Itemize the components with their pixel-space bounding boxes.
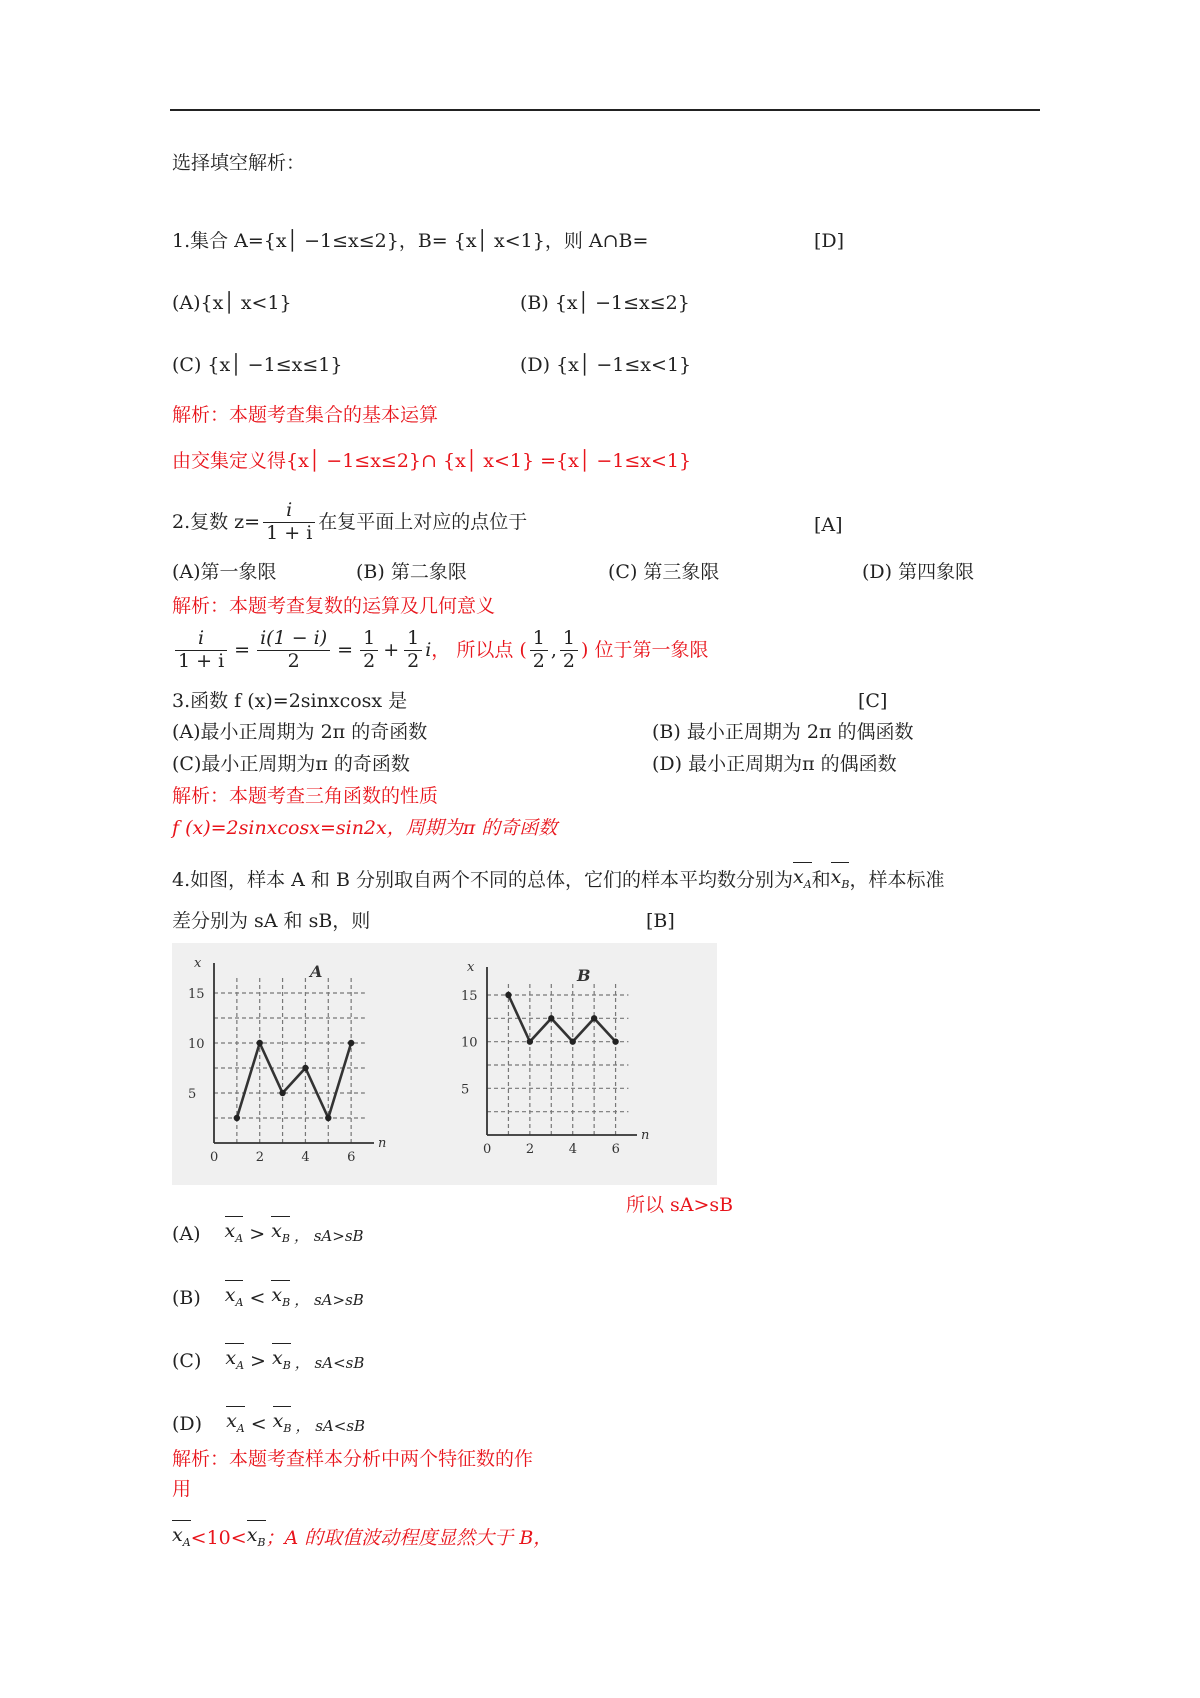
chart-a-data-point	[348, 1040, 354, 1046]
q4-option-xbar-b-x: x	[272, 1410, 284, 1432]
chart-a-series-line	[237, 1043, 351, 1118]
q2-calc-frac-3-den: 2	[360, 650, 378, 673]
chart-b-x-label: n	[641, 1128, 650, 1143]
q2-calc-frac-1-num: i	[198, 627, 205, 649]
chart-a-x-tick-label: 0	[210, 1150, 219, 1165]
chart-a-y-tick-label: 5	[188, 1087, 197, 1102]
q2-option-d: (D) 第四象限	[862, 561, 975, 583]
q4-answer: [B]	[646, 910, 675, 932]
chart-a-x-tick-label: 4	[301, 1150, 310, 1165]
q1-option-b: (B) {x│ −1≤x≤2}	[520, 292, 690, 314]
q4-analysis-conclusion: ；A 的取值波动程度显然大于 B，	[265, 1526, 553, 1549]
chart-b-data-point	[505, 992, 511, 998]
q4-option-xbar-b-sub: B	[281, 1231, 290, 1245]
q4-option-label: (A)	[172, 1222, 201, 1245]
q4-stem-text-c: ，样本标准	[849, 868, 945, 891]
q4-option-row	[172, 1343, 364, 1371]
q2-calc-plus: +	[383, 638, 400, 661]
q4-analysis-heading-cont: 用	[172, 1478, 192, 1500]
chart-a-data-point	[325, 1115, 331, 1121]
q2-frac-denominator: 1 + i	[263, 522, 315, 545]
q4-option-relation-mean: >	[250, 1349, 266, 1372]
chart-a-x-tick-label: 2	[255, 1150, 264, 1165]
q2-calc-frac-2	[257, 628, 330, 673]
q2-stem-prefix: 2.复数 z=	[172, 510, 261, 533]
q4-side-note: 所以 sA>sB	[626, 1194, 734, 1216]
q4-option-label: (B)	[172, 1286, 201, 1309]
chart-a-y-tick-label: 15	[188, 987, 205, 1002]
q4-option-xbar-b	[273, 1406, 292, 1434]
q2-analysis-heading: 解析：本题考查复数的运算及几何意义	[172, 595, 496, 617]
q4-stem-line-1	[172, 862, 945, 890]
q4-option-xbar-b-sub: B	[283, 1421, 292, 1435]
q4-analysis-xbar-b-sub: B	[257, 1535, 266, 1549]
q4-option-relation-sd: ， sA<sB	[294, 1353, 365, 1372]
q2-option-a: (A)第一象限	[172, 561, 277, 583]
q2-calc-frac-1-den: 1 + i	[175, 650, 227, 673]
q2-point-frac-1-num: 1	[532, 627, 545, 649]
q4-option-xbar-a	[225, 1280, 244, 1308]
q4-option-xbar-b	[271, 1216, 290, 1244]
q4-option-xbar-a-sub: A	[236, 1421, 245, 1435]
q1-stem: 1.集合 A={x│ −1≤x≤2}，B= {x│ x<1}，则 A∩B=	[172, 230, 649, 252]
q4-option-relation-sd: ， sA<sB	[295, 1416, 366, 1435]
q2-option-c: (C) 第三象限	[608, 561, 720, 583]
q2-calc-eq-1: =	[234, 638, 251, 661]
q4-option-xbar-a-x: x	[224, 1220, 236, 1242]
chart-a-data-point	[234, 1115, 240, 1121]
q4-option-xbar-a	[225, 1343, 244, 1371]
q4-xbar-b-x: x	[830, 866, 842, 888]
q2-calc-frac-3	[360, 628, 378, 673]
q2-point-frac-1-den: 2	[530, 650, 548, 673]
q4-analysis-xbar-a	[172, 1520, 191, 1548]
q4-option-label: (C)	[172, 1349, 202, 1372]
q4-charts-figure	[172, 943, 717, 1185]
q4-stem-text-b: 和	[811, 868, 831, 891]
chart-a-data-point	[279, 1090, 285, 1096]
q4-xbar-b	[831, 862, 850, 890]
q3-option-c: (C)最小正周期为π 的奇函数	[172, 753, 410, 775]
q4-option-xbar-a-x: x	[226, 1410, 237, 1432]
q2-calc-eq-2: =	[337, 638, 354, 661]
q4-option-xbar-b-x: x	[271, 1284, 283, 1306]
q4-option-xbar-a-x: x	[225, 1347, 237, 1369]
chart-a	[188, 956, 386, 1165]
chart-b-y-tick-label: 10	[461, 1035, 478, 1051]
chart-b-x-tick-label: 4	[568, 1142, 577, 1157]
q4-analysis-text	[172, 1520, 552, 1548]
page-title: 选择填空解析：	[172, 152, 306, 174]
q4-option-xbar-b-x: x	[271, 1347, 283, 1369]
q2-point-comma: ,	[550, 638, 557, 661]
chart-a-x-tick-label: 6	[347, 1150, 356, 1165]
chart-b-data-point	[591, 1015, 597, 1021]
q3-option-b: (B) 最小正周期为 2π 的偶函数	[652, 721, 914, 743]
q2-calc-frac-4-den: 2	[404, 650, 422, 673]
q2-stem	[172, 500, 527, 545]
q4-option-row	[172, 1280, 364, 1308]
q4-option-xbar-a-sub: A	[235, 1295, 244, 1309]
q2-point-frac-1	[530, 628, 548, 673]
chart-a-x-label: n	[378, 1136, 387, 1151]
chart-b-y-label: x	[467, 960, 475, 975]
q4-analysis-xbar-b-x: x	[246, 1524, 258, 1546]
q4-analysis-xbar-a-sub: A	[182, 1535, 191, 1549]
chart-b-data-point	[570, 1038, 576, 1044]
q2-stem-suffix: 在复平面上对应的点位于	[318, 510, 528, 533]
chart-b-x-tick-label: 6	[611, 1142, 620, 1157]
q4-xbar-b-sub: B	[841, 877, 850, 891]
q2-calc-i: i	[425, 638, 432, 661]
q1-option-c: (C) {x│ −1≤x≤1}	[172, 354, 343, 376]
q4-option-label: (D)	[172, 1412, 203, 1435]
q4-option-relation-mean: <	[249, 1286, 266, 1309]
chart-b-y-tick-label: 15	[461, 989, 478, 1004]
q2-fraction	[263, 500, 315, 545]
q2-calc-end-text: ) 位于第一象限	[581, 638, 709, 661]
q4-analysis-inequality: <10<	[190, 1526, 247, 1549]
q3-option-d: (D) 最小正周期为π 的偶函数	[652, 753, 897, 775]
q3-analysis-heading: 解析：本题考查三角函数的性质	[172, 785, 439, 807]
q1-option-a: (A){x│ x<1}	[172, 292, 292, 314]
q4-option-xbar-b	[271, 1280, 290, 1308]
chart-b	[461, 960, 649, 1157]
q4-option-xbar-a-sub: A	[235, 1231, 244, 1245]
q2-analysis-calc	[172, 628, 708, 673]
q4-option-relation-sd: ， sA>sB	[293, 1226, 364, 1245]
q4-option-xbar-b-sub: B	[282, 1358, 291, 1372]
q4-analysis-xbar-b	[247, 1520, 266, 1548]
q3-option-a: (A)最小正周期为 2π 的奇函数	[172, 721, 428, 743]
q4-option-relation-mean: >	[249, 1222, 266, 1245]
q4-analysis-xbar-a-x: x	[172, 1524, 183, 1546]
q4-option-xbar-a	[226, 1406, 245, 1434]
q1-answer: [D]	[814, 230, 845, 252]
q3-stem: 3.函数 f (x)=2sinxcosx 是	[172, 690, 408, 712]
q1-analysis-text: 由交集定义得{x│ −1≤x≤2}∩ {x│ x<1} ={x│ −1≤x<1}	[172, 450, 692, 472]
chart-b-x-tick-label: 0	[483, 1142, 492, 1157]
q2-answer: [A]	[814, 514, 843, 536]
q2-point-frac-2	[560, 628, 578, 673]
chart-b-title: B	[577, 966, 591, 985]
q2-calc-mid-text: ， 所以点 (	[431, 638, 527, 661]
chart-a-title: A	[310, 962, 323, 981]
q2-calc-frac-2-num: i(1 − i)	[260, 627, 328, 649]
chart-b-x-tick-label: 2	[525, 1142, 535, 1157]
chart-a-y-label: x	[194, 956, 202, 971]
q4-xbar-a-x: x	[792, 866, 804, 888]
q4-option-xbar-a-x: x	[224, 1284, 236, 1306]
q2-point-frac-2-num: 1	[562, 627, 576, 649]
chart-b-data-point	[527, 1038, 533, 1044]
q1-analysis-heading: 解析：本题考查集合的基本运算	[172, 404, 439, 426]
q3-answer: [C]	[858, 690, 888, 712]
q4-option-xbar-b	[272, 1343, 291, 1371]
chart-a-data-point	[257, 1040, 263, 1046]
q4-option-xbar-b-x: x	[271, 1220, 282, 1242]
chart-a-y-tick-label: 10	[188, 1037, 205, 1052]
q4-option-relation-sd: ， sA>sB	[294, 1290, 364, 1309]
q4-charts-svg	[172, 943, 717, 1185]
q4-xbar-a	[793, 862, 812, 890]
q4-option-relation-mean: <	[250, 1412, 267, 1435]
q4-analysis-heading: 解析：本题考查样本分析中两个特征数的作	[172, 1448, 534, 1470]
chart-b-y-tick-label: 5	[461, 1082, 470, 1098]
chart-b-data-point	[612, 1038, 618, 1044]
q4-xbar-a-sub: A	[803, 877, 812, 891]
q2-point-frac-2-den: 2	[560, 650, 578, 673]
q4-option-xbar-a-sub: A	[236, 1358, 245, 1372]
chart-b-data-point	[548, 1015, 554, 1021]
q2-calc-frac-1	[175, 628, 227, 673]
q2-option-b: (B) 第二象限	[356, 561, 467, 583]
q4-option-row	[172, 1406, 365, 1434]
q2-calc-frac-3-num: 1	[363, 627, 376, 649]
q4-stem-text-a: 4.如图，样本 A 和 B 分别取自两个不同的总体，它们的样本平均数分别为	[172, 868, 793, 891]
q4-option-xbar-a	[225, 1216, 244, 1244]
q4-option-xbar-b-sub: B	[282, 1295, 291, 1309]
header-rule	[170, 109, 1040, 111]
q4-stem-line-2: 差分别为 sA 和 sB，则	[172, 910, 371, 932]
q2-frac-numerator: i	[286, 499, 293, 521]
q2-calc-frac-4-num: 1	[407, 627, 420, 649]
q2-calc-frac-2-den: 2	[257, 650, 330, 673]
q2-calc-frac-4	[404, 628, 422, 673]
q1-option-d: (D) {x│ −1≤x<1}	[520, 354, 692, 376]
chart-a-data-point	[302, 1065, 308, 1071]
q3-analysis-text: f (x)=2sinxcosx=sin2x，周期为π 的奇函数	[172, 817, 558, 839]
q4-option-row	[172, 1216, 364, 1244]
